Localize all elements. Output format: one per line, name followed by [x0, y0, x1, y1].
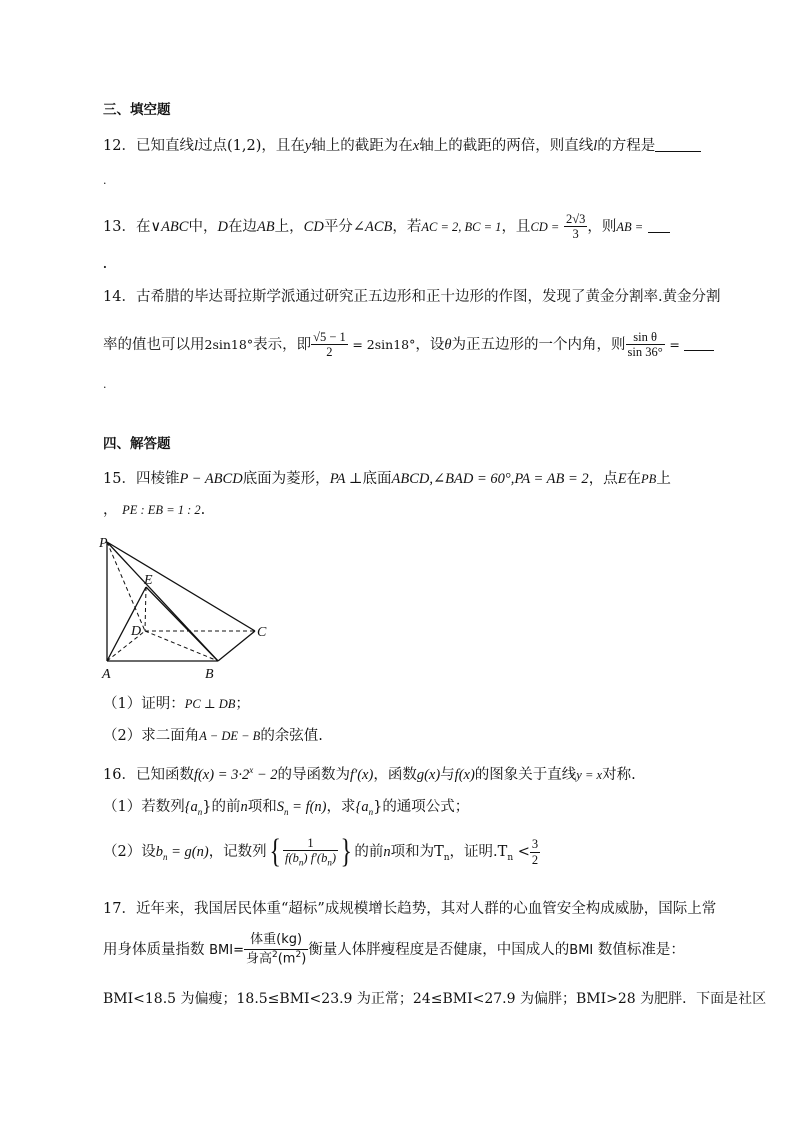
q16-p2-e: ，证明.	[449, 844, 498, 860]
q16-seq-fraction	[283, 836, 338, 868]
q16-p1-b: 的前	[211, 799, 241, 815]
q17-den-sup: 2	[272, 949, 278, 960]
q17-bmi-numerator: 体重(kg)	[244, 932, 308, 950]
q13-var-ab: AB	[256, 218, 275, 235]
q14-frac-denominator: 2	[326, 345, 333, 360]
q14-answer-blank[interactable]	[684, 349, 714, 351]
q15-part1-end: ；	[235, 696, 250, 712]
q15-text-1f: 上	[656, 471, 671, 487]
q16-bn: b	[155, 844, 163, 860]
q16-an2-end: }	[373, 799, 383, 815]
q13-text-f: ，若	[392, 218, 422, 235]
edge-de-hidden	[145, 587, 146, 631]
q17-bmi-denominator	[244, 950, 308, 968]
question-14-line2	[103, 330, 714, 360]
edge-pd-hidden	[107, 542, 145, 631]
q15-text-1a: 15．四棱锥	[103, 471, 180, 487]
q16-yx: y = x	[576, 767, 603, 782]
q15-part1	[103, 697, 250, 712]
q15-pa-ab: PA = AB = 2	[514, 471, 589, 487]
q17-bmi2: BMI	[569, 943, 594, 959]
q14-sin18: 2sin18°	[204, 336, 254, 352]
q14-golden-fraction	[311, 330, 348, 360]
q16-seq-denominator	[283, 851, 338, 868]
q14-frac-numerator: √5 − 1	[313, 330, 346, 344]
q13-text-a: 13．在	[103, 218, 151, 235]
q16-p1-c: 项和	[247, 799, 277, 815]
q16-part2	[103, 835, 540, 869]
q16-an-end: }	[202, 799, 212, 815]
q16-bn-eq: = g(n)	[167, 844, 209, 860]
question-13	[103, 212, 670, 242]
q12-text-a: 12．已知直线	[103, 138, 194, 154]
q16-p2-b: ，记数列	[208, 844, 267, 860]
edge-bc	[218, 631, 255, 661]
q15-text-2a: ，	[103, 502, 118, 518]
q16-exp: x	[249, 765, 254, 775]
q16-text-a: 16．已知函数	[103, 766, 194, 783]
q15-abcd: ABCD,	[391, 471, 434, 487]
q13-answer-blank[interactable]	[648, 231, 670, 233]
q15-ratio: PE : EB = 1 : 2	[122, 503, 201, 517]
q16-n: n	[240, 799, 248, 815]
label-a: A	[102, 667, 111, 682]
q16-seq-den-a: f(b	[285, 851, 299, 866]
label-e: E	[144, 573, 153, 588]
q13-cd-fraction	[564, 212, 587, 242]
question-12	[103, 139, 701, 154]
q12-end-dot: .	[103, 174, 107, 187]
question-15-line1	[103, 472, 671, 487]
q14-eq: = 2sin18°	[352, 336, 416, 352]
q16-seq-den-b: ) f′(b	[303, 851, 328, 866]
q14-ratio-denominator: sin 36°	[627, 345, 663, 360]
q14-text-b: 表示，即	[253, 336, 312, 353]
q16-left-brace: {	[269, 833, 281, 870]
edge-eb	[146, 587, 218, 661]
q17-den-unit-sup: 2	[295, 949, 302, 960]
q15-angle: ∠BAD = 60°,	[433, 471, 515, 487]
q15-part2	[103, 729, 323, 744]
q12-var-l2: l	[593, 138, 598, 154]
q17-text-b: 衡量人体胖瘦程度是否健康，中国成人的	[308, 942, 570, 959]
q12-text-c: ，且在	[261, 138, 305, 154]
q17-den-word: 身高	[245, 951, 272, 967]
question-17-line1: 17．近年来，我国居民体重“超标”成规模增长趋势，其对人群的心血管安全构成威胁，国际上常	[103, 901, 717, 917]
q16-text-b: 的导函数为	[277, 766, 351, 783]
label-b: B	[205, 667, 214, 682]
q14-text-a: 率的值也可以用	[103, 336, 205, 353]
q15-var-pb: PB	[641, 472, 657, 486]
q13-text-d: 上，	[274, 218, 304, 235]
label-c: C	[257, 625, 267, 640]
q16-p2-d: 项和为	[390, 844, 435, 860]
q15-text-1c: 底面	[362, 471, 392, 487]
q16-tn2: T	[497, 844, 508, 860]
q16-text-f: 对称.	[602, 766, 636, 783]
q15-part2-label: （2）求二面角	[103, 728, 200, 744]
section-title-fill-in: 三、填空题	[103, 102, 171, 118]
q16-p1-a: （1）若数列	[103, 799, 185, 815]
q13-ab-eq: AB =	[616, 219, 644, 234]
q13-text-g: ，且	[501, 218, 531, 235]
q14-ratio-fraction	[626, 330, 665, 360]
q12-text-d: 轴上的截距为在	[311, 138, 413, 154]
q17-bmi-fraction	[244, 932, 308, 968]
q13-triangle: ∨ABC	[150, 218, 189, 235]
q15-part1-label: （1）证明：	[103, 696, 185, 712]
q16-lt: <	[517, 844, 530, 860]
q13-text-b: 中，	[188, 218, 218, 235]
question-15-line2	[103, 503, 205, 518]
q16-an-sub: n	[197, 806, 203, 817]
question-14-line1: 14．古希腊的毕达哥拉斯学派通过研究正五边形和正十边形的作图，发现了黄金分割率.黄金分割	[103, 289, 721, 305]
q17-bmi: BMI=	[209, 943, 244, 959]
q15-pyramid: P − ABCD	[179, 471, 243, 487]
q16-seq-den-c: )	[331, 851, 336, 866]
q16-fpx: f′(x)	[350, 766, 374, 783]
q15-text-1e: 在	[626, 471, 642, 487]
q15-pyramid-figure	[96, 530, 276, 682]
question-17-line3: BMI<18.5 为偏瘦；18.5≤BMI<23.9 为正常；24≤BMI<27.9 为偏胖；BMI>28 为肥胖．下面是社区	[103, 991, 767, 1007]
q13-text-c: 在边	[227, 218, 257, 235]
q16-seq-numerator: 1	[283, 836, 338, 851]
q15-var-e: E	[617, 471, 627, 487]
q12-point: (1,2)	[226, 138, 262, 154]
q16-tn-sub: n	[443, 852, 450, 863]
q17-den-unit: (m	[277, 951, 296, 967]
q15-perp: PA ⊥	[329, 471, 363, 487]
q16-tn: T	[434, 844, 444, 860]
q16-sn-sub: n	[284, 806, 289, 817]
q13-var-cd: CD	[303, 218, 324, 235]
q16-fx3: f(x)	[454, 766, 475, 783]
q13-cd-eq: CD =	[530, 219, 560, 234]
q16-p1-d: ，求	[326, 799, 356, 815]
q13-angle: ∠ACB	[352, 218, 393, 235]
q16-seq-den-sub2: n	[327, 857, 332, 868]
q16-an2-sub: n	[368, 806, 374, 817]
q13-var-d: D	[217, 218, 228, 235]
question-16	[103, 766, 636, 782]
q16-text-c: ，函数	[373, 766, 417, 783]
q16-tn2-sub: n	[507, 852, 514, 863]
q16-p2-c: 的前	[354, 844, 384, 860]
q16-an2: {a	[355, 799, 369, 815]
q14-ratio-numerator: sin θ	[626, 330, 665, 345]
q12-var-l: l	[193, 138, 198, 154]
q12-text-e: 轴上的截距的两倍，则直线	[419, 138, 594, 154]
q16-text-d: 与	[440, 766, 455, 783]
q12-answer-blank[interactable]	[655, 150, 701, 152]
q13-cd-denominator: 3	[572, 227, 579, 242]
q15-text-2b: .	[200, 502, 206, 518]
q13-text-h: ，则	[587, 218, 617, 235]
q12-var-y: y	[304, 138, 312, 154]
q16-fx: f(x) = 3·2	[193, 766, 250, 783]
q15-part1-math: PC ⊥ DB	[184, 697, 236, 711]
q14-theta: θ	[444, 336, 452, 353]
q16-fx2: − 2	[253, 766, 278, 783]
q16-bound-fraction	[530, 837, 540, 867]
q14-text-c: ，设	[415, 336, 445, 353]
q16-p2-a: （2）设	[103, 844, 156, 860]
q14-end-dot: .	[103, 378, 107, 391]
q16-bound-denominator: 2	[531, 852, 539, 867]
section-title-answers: 四、解答题	[103, 436, 171, 452]
q16-sn: S	[276, 799, 285, 815]
q16-sn-eq: = f(n)	[288, 799, 327, 815]
q16-p1-e: 的通项公式；	[382, 799, 470, 815]
q16-right-brace: }	[340, 833, 352, 870]
q14-text-d: 为正五边形的一个内角，则	[451, 336, 626, 353]
q16-n2: n	[383, 844, 391, 860]
q16-part1	[103, 800, 469, 817]
question-17-line2	[103, 932, 685, 968]
q13-end-dot: .	[103, 258, 107, 271]
q16-bound-numerator: 3	[531, 837, 539, 852]
q13-condition: AC = 2, BC = 1	[421, 219, 502, 234]
q12-var-x: x	[412, 138, 420, 154]
q16-seq-den-sub1: n	[298, 857, 304, 868]
q15-part2-math: A − DE − B	[199, 729, 261, 743]
q16-an: {a	[184, 799, 198, 815]
q13-text-e: 平分	[323, 218, 353, 235]
q15-text-1d: ，点	[588, 471, 618, 487]
q15-part2-end: 的余弦值.	[260, 728, 323, 744]
q12-text-f: 的方程是	[597, 138, 656, 154]
q12-text-b: 过点	[197, 138, 227, 154]
q14-eq2: =	[669, 336, 680, 352]
q15-text-1b: 底面为菱形，	[242, 471, 330, 487]
q16-gx: g(x)	[416, 766, 441, 783]
label-d: D	[131, 624, 142, 639]
q16-text-e: 的图象关于直线	[474, 766, 577, 783]
q17-den-unit-end: )	[301, 951, 307, 967]
label-p: P	[99, 536, 108, 551]
q17-text-a: 用身体质量指数	[103, 942, 205, 959]
edge-db-hidden	[145, 631, 218, 661]
q17-text-c: 数值标准是：	[597, 942, 685, 959]
q16-bn-sub: n	[162, 851, 168, 862]
q13-cd-numerator: 2√3	[565, 212, 586, 226]
